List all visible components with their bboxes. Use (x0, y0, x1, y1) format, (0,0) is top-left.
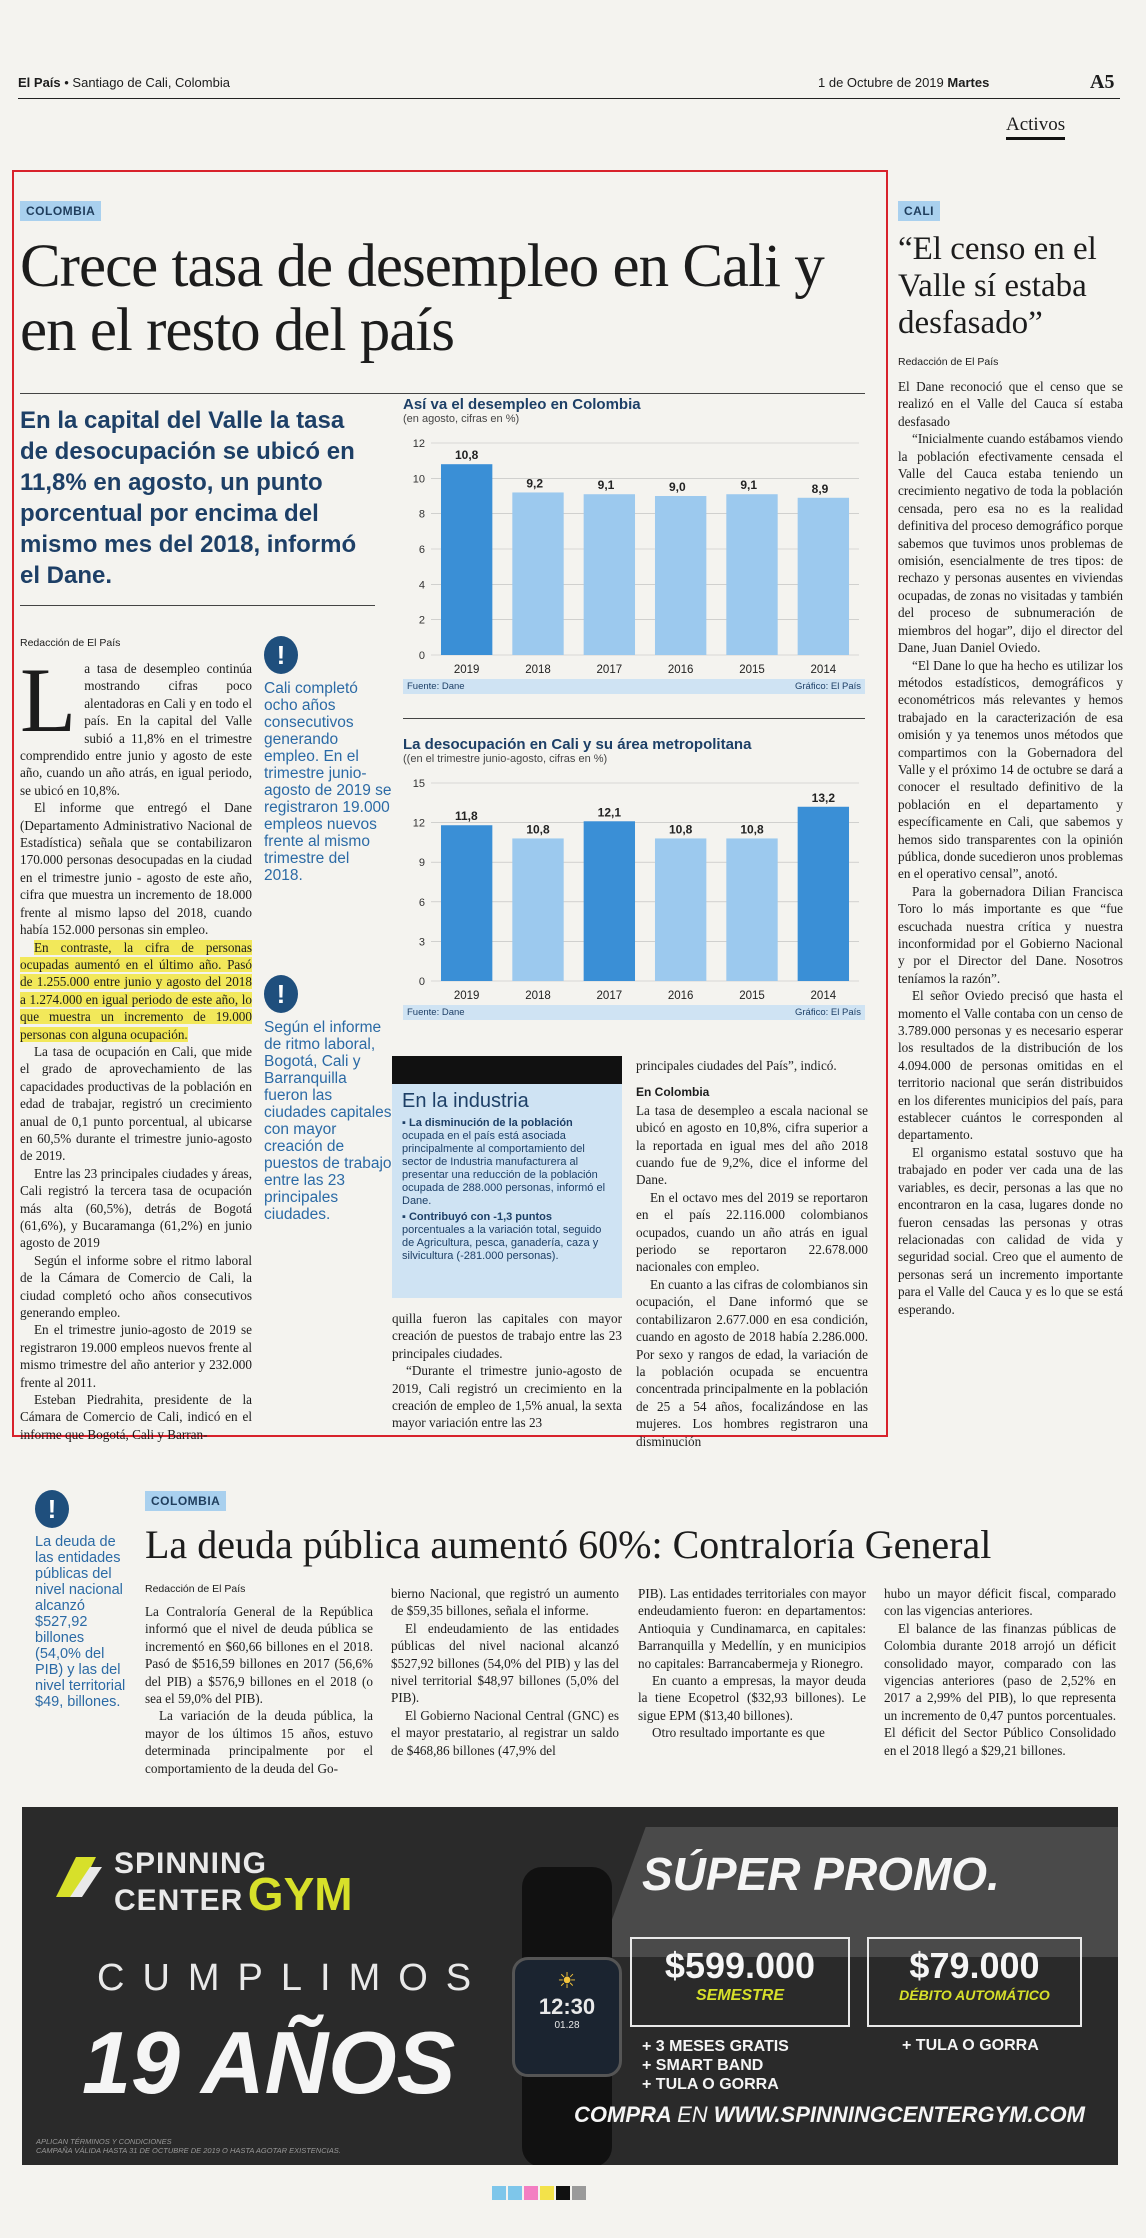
y-tick-label: 15 (412, 778, 425, 790)
deuda-col4-p1: hubo un mayor déficit fiscal, comparado con las vigencias anteriores. (884, 1586, 1116, 1619)
ad-promo-title: SÚPER PROMO. (642, 1848, 1000, 1900)
bar-value-label: 10,8 (740, 822, 764, 837)
brand-gym: GYM (247, 1868, 353, 1920)
x-tick-label: 2015 (739, 664, 765, 676)
deck-rule (20, 605, 375, 606)
bar-value-label: 10,8 (668, 822, 693, 837)
industry-box-body (392, 1117, 622, 1263)
x-tick-label: 2016 (667, 664, 694, 676)
color-swatch (524, 2186, 538, 2200)
deuda-col4-p2: El balance de las finanzas públicas de Colombia durante 2018 arrojó un déficit consolidado mayor, comparado con las vigencias anteriores (paso de 2,52% en 2017 a 2,99% del PIB), lo que representa un incremento de 0,47 puntos porcentuales. El déficit del Sector Público Consolidado en el 2018 llegó a $29,21 billones. (884, 1620, 1116, 1758)
bar (655, 496, 706, 655)
x-tick-label: 2018 (525, 990, 551, 1002)
perk-1: + 3 MESES GRATIS (642, 2038, 789, 2055)
bar (441, 464, 492, 655)
color-swatch (540, 2186, 554, 2200)
bar-value-label: 12,1 (597, 805, 622, 820)
alert-icon: ! (264, 975, 298, 1013)
brand-line-1: SPINNING (114, 1847, 268, 1880)
watch-date: 01.28 (554, 2020, 580, 2031)
page-number: A5 (1090, 71, 1115, 93)
chart-2-subtitle: ((en el trimestre junio-agosto, cifras en %) (403, 753, 608, 765)
x-tick-label: 2018 (525, 664, 551, 676)
main-tag: COLOMBIA (20, 201, 101, 221)
y-tick-label: 6 (418, 544, 425, 556)
deuda-side-note (35, 1490, 130, 1710)
color-swatch (556, 2186, 570, 2200)
ad-fine-print (36, 2137, 341, 2155)
fine-print-2: CAMPAÑA VÁLIDA HASTA 31 DE OCTUBRE DE 2019 O HASTA AGOTAR EXISTENCIAS. (36, 2146, 341, 2155)
dropcap: L (20, 649, 77, 751)
chart-rule (403, 718, 865, 719)
perks-list (642, 2037, 789, 2094)
chart-1-title: Así va el desempleo en Colombia (403, 396, 641, 413)
gym-advertisement (22, 1807, 1118, 2165)
main-col1-p6: En el trimestre junio-agosto de 2019 se registraron 19.000 empleos nuevos frente al mismo trimestre del año anterior y 232.000 frente al 2011. (20, 1322, 252, 1390)
x-tick-label: 2017 (596, 990, 623, 1002)
deuda-tag: COLOMBIA (145, 1491, 226, 1511)
chart-2 (403, 736, 865, 1026)
main-col1-p2: El informe que entregó el Dane (Departamento Administrativo Nacional de Estadística) señala que se contabilizaron 170.000 personas desocupadas en la ciudad en el trimestre junio - agosto de este año, cifra que muestra un incremento de 18.000 frente al mismo lapso del 2018, cuando había 152.000 personas sin empleo. (20, 800, 252, 938)
masthead-rule (18, 98, 1120, 99)
masthead-sep: • (60, 75, 73, 90)
main-column-1 (20, 649, 252, 1443)
bar-value-label: 10,8 (526, 822, 550, 837)
chart-1-source: Fuente: Dane (407, 681, 465, 692)
censo-p4: Para la gobernadora Dilian Francisca Toro lo más importante es que “fue escuchada nuestra crítica y nuestra inconformidad por el Gobierno Nacional y por el Director del Dane. Nosotros teníamos la razón”. (898, 883, 1123, 986)
print-color-bar (492, 2186, 586, 2200)
x-tick-label: 2014 (810, 664, 837, 676)
color-swatch (508, 2186, 522, 2200)
cta-prefix: COMPRA (574, 2102, 671, 2127)
industry-box-bar (392, 1056, 622, 1084)
x-tick-label: 2016 (667, 990, 694, 1002)
bar-value-label: 10,8 (454, 448, 479, 463)
main-column-4 (636, 1057, 868, 1450)
chart-2-title: La desocupación en Cali y su área metropolitana (403, 736, 752, 753)
deuda-column-4 (884, 1585, 1116, 1759)
main-col4-p3: En cuanto a las cifras de colombianos sin ocupación, el Dane informó que se contabilizaron 2.677.000 en esa condición, cuando en agosto de 2018 había 2.286.000. Por sexo y rangos de edad, la variación de la población ocupada se encuentra concentrada principalmente en la población de 25 a 54 años, focalizándose en las mujeres. Los hombres registraron una disminución (636, 1276, 868, 1449)
censo-body (898, 378, 1123, 1318)
main-col1-p1: a tasa de desempleo continúa mostrando cifras poco alentadoras en Cali y en todo el país. En la capital del Valle subió a 11,8% en el trimestre comprendido entre junio y agosto de este año, cuando un año atrás, en igual periodo, se ubicó en 10,8%. (20, 661, 252, 798)
bar-value-label: 9,2 (526, 476, 544, 491)
bar (512, 838, 563, 981)
deuda-col3-p1: PIB). Las entidades territoriales con mayor endeudamiento fueron: en departamentos: Antioquia y Cundinamarca, en capitales: Barranquilla y Medellín, y en municipios no capitales: Barrancabermeja y Rionegro. (638, 1586, 866, 1671)
bar (726, 838, 777, 981)
price-1-label: SEMESTRE (695, 1987, 784, 2004)
industry-box (392, 1056, 622, 1298)
industry-item-2-head: Contribuyó con -1,3 puntos (408, 1211, 552, 1223)
main-col4-p1: La tasa de desempleo a escala nacional se ubicó en agosto en 10,8%, cifra superior a la reportada en igual mes del año 2018 cuando fue de 9,2%, dice el informe del Dane. (636, 1102, 868, 1188)
masthead-day: Martes (947, 75, 990, 90)
ad-cta (574, 2102, 1085, 2128)
cta-url: WWW.SPINNINGCENTERGYM.COM (713, 2102, 1085, 2127)
masthead-date: 1 de Octubre de 2019 (818, 75, 944, 90)
chart-1 (403, 396, 865, 701)
bar-value-label: 9,0 (668, 480, 686, 494)
y-tick-label: 12 (412, 438, 425, 450)
side-note-2 (264, 975, 392, 1223)
chart-2-footer (403, 1005, 865, 1020)
perk-2: + SMART BAND (642, 2057, 764, 2074)
deuda-headline: La deuda pública aumentó 60%: Contraloría General (145, 1522, 992, 1567)
main-byline: Redacción de El País (20, 637, 121, 649)
censo-article (898, 200, 1123, 1318)
main-col1-p7: Esteban Piedrahita, presidente de la Cámara de Comercio de Cali, indicó en el informe que Bogotá, Cali y Barran- (20, 1392, 252, 1442)
bar (584, 494, 635, 655)
y-tick-label: 3 (418, 936, 425, 949)
chart-1-plot (403, 429, 865, 679)
deuda-col2-p1: bierno Nacional, que registró un aumento de $59,35 billones, señala el informe. (391, 1586, 619, 1619)
perk-3: + TULA O GORRA (642, 2076, 779, 2093)
y-tick-label: 6 (418, 896, 425, 909)
bar (798, 807, 849, 981)
bar (798, 498, 849, 655)
main-col1-highlight (20, 939, 252, 1043)
gym-logo-icon (46, 1847, 106, 1907)
industry-box-title: En la industria (402, 1090, 529, 1112)
bar-value-label: 9,1 (597, 478, 615, 493)
main-deck: En la capital del Valle la tasa de desocupación se ubicó en 11,8% en agosto, un punto porcentual por encima del mismo mes del 2018, informó el Dane. (20, 407, 357, 589)
main-col1-p5: Según el informe sobre el ritmo laboral de la Cámara de Comercio de Cali, la ciudad completó ocho años consecutivos generando empleo. (20, 1252, 252, 1321)
deuda-column-3 (638, 1585, 866, 1742)
bar-value-label: 11,8 (454, 809, 478, 824)
deuda-col2-p2: El endeudamiento de las entidades públicas del nivel nacional alcanzó $527,92 billones (54,0% del PIB) y las del nivel territorial $48,97 billones (5,0% del PIB). (391, 1620, 619, 1706)
perk-box-2: + TULA O GORRA (902, 2037, 1039, 2054)
y-tick-label: 12 (412, 817, 425, 830)
y-tick-label: 0 (418, 976, 425, 988)
deuda-col3-p3: Otro resultado importante es que (652, 1725, 825, 1741)
side-note-2-text: Según el informe de ritmo laboral, Bogotá, Cali y Barranquilla fueron las ciudades capitales con mayor creación de puestos de trabajo entre las 23 principales ciudades. (264, 1019, 392, 1223)
chart-2-plot (403, 769, 865, 1005)
main-headline: Crece tasa de desempleo en Cali y en el resto del país (20, 233, 824, 364)
x-tick-label: 2017 (596, 664, 623, 676)
price-1: $599.000 (664, 1945, 816, 1986)
bar (726, 494, 777, 655)
x-tick-label: 2019 (453, 990, 480, 1002)
ad-tagline: CUMPLIMOS (97, 1957, 490, 1999)
censo-headline: “El censo en el Valle sí estaba desfasado” (898, 231, 1097, 341)
color-swatch (492, 2186, 506, 2200)
cta-en: EN (677, 2102, 708, 2127)
price-box-2 (867, 1937, 1082, 2027)
deuda-col1-p1: La Contraloría General de la República informó que el nivel de deuda pública se incrementó en $60,66 billones en el 2018. Pasó de $516,59 billones en 2017 (56,6% del PIB) a $576,9 billones en el 2018 (o sea el 59,0% del PIB). (145, 1604, 373, 1707)
paper-name: El País (18, 75, 61, 90)
deuda-col2-p3: El Gobierno Nacional Central (GNC) es el mayor prestatario, al registrar un saldo de $468,86 billones (47,9% del (391, 1707, 619, 1758)
y-tick-label: 0 (418, 650, 425, 662)
censo-p1: El Dane reconoció que el censo que se realizó en el Valle del Cauca sí estaba desfasado (898, 379, 1123, 429)
price-2: $79.000 (909, 1945, 1040, 1986)
bar-value-label: 13,2 (811, 790, 836, 805)
fine-print-1: APLICAN TÉRMINOS Y CONDICIONES (36, 2137, 172, 2146)
censo-p3: “El Dane lo que ha hecho es utilizar los métodos estadísticos, demográficos y econométricos más relevantes y hemos trabajado en la caracterización de esa omisión y ya tenemos unos métodos que compartimos con la Gobernadora del Valle y el próximo 14 de octubre se dará a conocer el resultado definitivo de la población en el departamento y específicamente en Cali, que sabemos y hemos sido transparentes con la opinión pública, donde sucedieron unos problemas en el operativo censal”, anotó. (898, 657, 1123, 882)
censo-byline: Redacción de El País (898, 356, 999, 368)
industry-item-1-body: ocupada en el país está asociada principalmente al comportamiento del sector de Industria manufacturera al presentar una reducción de la población ocupada de 288.000 personas, informó el Dane. (402, 1130, 606, 1207)
y-tick-label: 2 (418, 614, 425, 627)
bar (584, 821, 635, 981)
section-label: Activos (1006, 114, 1065, 140)
sun-icon: ☀ (557, 1968, 577, 1993)
price-2-label: DÉBITO AUTOMÁTICO (899, 1987, 1050, 2003)
y-tick-label: 10 (412, 473, 425, 486)
headline-rule (20, 393, 865, 394)
bar (441, 825, 492, 981)
main-col3-p2: “Durante el trimestre junio-agosto de 2019, Cali registró un crecimiento en la creación de empleo de 1,5% anual, la sexta mayor variación entre las 23 (392, 1363, 622, 1431)
price-box-1 (630, 1937, 850, 2027)
deuda-article (145, 1490, 1125, 1595)
censo-p5: El señor Oviedo precisó que hasta el momento el Valle contaba con un censo de 3.789.000 personas y es necesario esperar los resultados de la distribución de los 4.094.000 de personas omitidas en el territorio nacional que serán distribuidos en los diferentes municipios del país, para establecer cuántos le corresponden al departamento. (898, 988, 1123, 1143)
main-column-3 (392, 1310, 622, 1432)
y-tick-label: 4 (418, 579, 425, 592)
main-col4-lead: principales ciudades del País”, indicó. (636, 1058, 837, 1073)
industry-item-1: ▪ La disminución de la población ocupada en el país está asociada principalmente al comportamiento del sector de Industria manufacturera al presentar una reducción de la población ocupada de 288.000 personas, informó el Dane. (402, 1117, 606, 1207)
censo-p2: “Inicialmente cuando estábamos viendo la población efectivamente censada el Valle del Cauca estaba teniendo un crecimiento negativo de toda la población censada, pero esa no es la realidad definitiva del proceso demográfico porque sabemos que tuvimos unos problemas de omisión, esencialmente de tres tipos: de rechazo y personas ausentes en viviendas ocupadas, de zonas no visitadas y también del proceso de subnumeración de miembros del hogar”, dijo el director del Dane, Juan Daniel Oviedo. (898, 431, 1123, 656)
main-col1-p4: Entre las 23 principales ciudades y áreas, Cali registró la tercera tasa de ocupación más alta (60,5%), detrás de Bogotá (61,6%), y Bucaramanga (61,2%) en junio agosto de 2019 (20, 1165, 252, 1251)
y-tick-label: 8 (418, 508, 425, 521)
bar (655, 838, 706, 981)
industry-item-2-body: porcentuales a la variación total, seguido de Agricultura, pesca, ganadería, caza y silvicultura (-281.000 personas). (402, 1224, 602, 1262)
alert-icon: ! (264, 636, 298, 674)
watch-time: 12:30 (538, 1994, 596, 2019)
main-col3-p1: quilla fueron las capitales con mayor creación de puestos de trabajo entre las 23 principales ciudades. (392, 1311, 622, 1361)
masthead (18, 71, 1128, 97)
main-col4-p2: En el octavo mes del 2019 se reportaron en el país 22.116.000 colombianos ocupados, cuando un año atrás en igual periodo se reportaron 22.678.000 nacionales con empleo. (636, 1189, 868, 1275)
side-note-1 (264, 636, 392, 884)
chart-2-credit: Gráfico: El País (795, 1007, 861, 1018)
censo-tag: CALI (898, 201, 940, 221)
bar-value-label: 9,1 (740, 478, 758, 493)
highlighted-text: En contraste, la cifra de personas ocupadas aumentó en el último año. Pasó de 1.255.000 entre junio y agosto del 2018 a 1.274.000 en igual periodo de este año, lo que muestra un incremento de 19.000 personas con alguna ocupación. (20, 939, 252, 1042)
deuda-column-2 (391, 1585, 619, 1759)
color-swatch (572, 2186, 586, 2200)
chart-1-credit: Gráfico: El País (795, 681, 861, 692)
main-article (20, 200, 880, 363)
chart-2-source: Fuente: Dane (407, 1007, 465, 1018)
bar-value-label: 8,9 (811, 481, 829, 496)
masthead-date-group (818, 75, 989, 90)
chart-1-footer (403, 679, 865, 694)
deuda-side-text: La deuda de las entidades públicas del nivel nacional alcanzó $527,92 billones (54,0% del PIB) y las del nivel territorial $49, billones. (35, 1534, 126, 1710)
alert-icon: ! (35, 1490, 69, 1528)
x-tick-label: 2019 (453, 664, 480, 676)
industry-item-2: ▪ Contribuyó con -1,3 puntos porcentuales a la variación total, seguido de Agricultura, pesca, ganadería, caza y silvicultura (-281.000 personas). (402, 1211, 602, 1262)
industry-item-1-head: La disminución de la población (408, 1117, 573, 1129)
ad-years: 19 AÑOS (82, 2013, 456, 2112)
deuda-col3-p2: En cuanto a empresas, la mayor deuda la tiene Ecopetrol ($32,93 billones). Le sigue EPM ($13,40 billones). (638, 1673, 866, 1723)
deuda-column-1 (145, 1603, 373, 1777)
censo-p6: El organismo estatal sostuvo que ha trabajado en poder ver cada una de las variables, es decir, personas a las que no encontraron en la casa, lugares donde no fueron censadas las personas y otras relacionadas con calidad de vida y seguridad social. Creo que el aumento de personas será un incremento importante para el Valle del Cauca y es lo que se está esperando. (898, 1144, 1123, 1317)
side-note-1-text: Cali completó ocho años consecutivos generando empleo. En el trimestre junio-agosto de 2019 se registraron 19.000 empleos nuevos frente al mismo trimestre del 2018. (264, 680, 392, 884)
brand-line-2: CENTER (114, 1884, 244, 1917)
bar (512, 492, 563, 655)
x-tick-label: 2015 (739, 990, 765, 1002)
deuda-col1-p2: La variación de la deuda pública, la mayor de los últimos 15 años, estuvo determinada principalmente por el comportamiento de la deuda del Go- (145, 1708, 373, 1776)
deuda-byline: Redacción de El País (145, 1583, 246, 1595)
main-col4-subhead: En Colombia (636, 1085, 710, 1100)
masthead-city: Santiago de Cali, Colombia (72, 75, 230, 90)
chart-1-subtitle: (en agosto, cifras en %) (403, 413, 520, 425)
y-tick-label: 9 (418, 857, 425, 870)
gym-logo-text (114, 1849, 353, 1921)
main-col1-p3: La tasa de ocupación en Cali, que mide el grado de aprovechamiento de las capacidades productivas de la población en edad de trabajar, registró un crecimiento anual de 0,1 punto porcentual, al ubicarse en 60,5% durante el trimestre junio-agosto de 2019. (20, 1043, 252, 1164)
x-tick-label: 2014 (810, 990, 837, 1002)
